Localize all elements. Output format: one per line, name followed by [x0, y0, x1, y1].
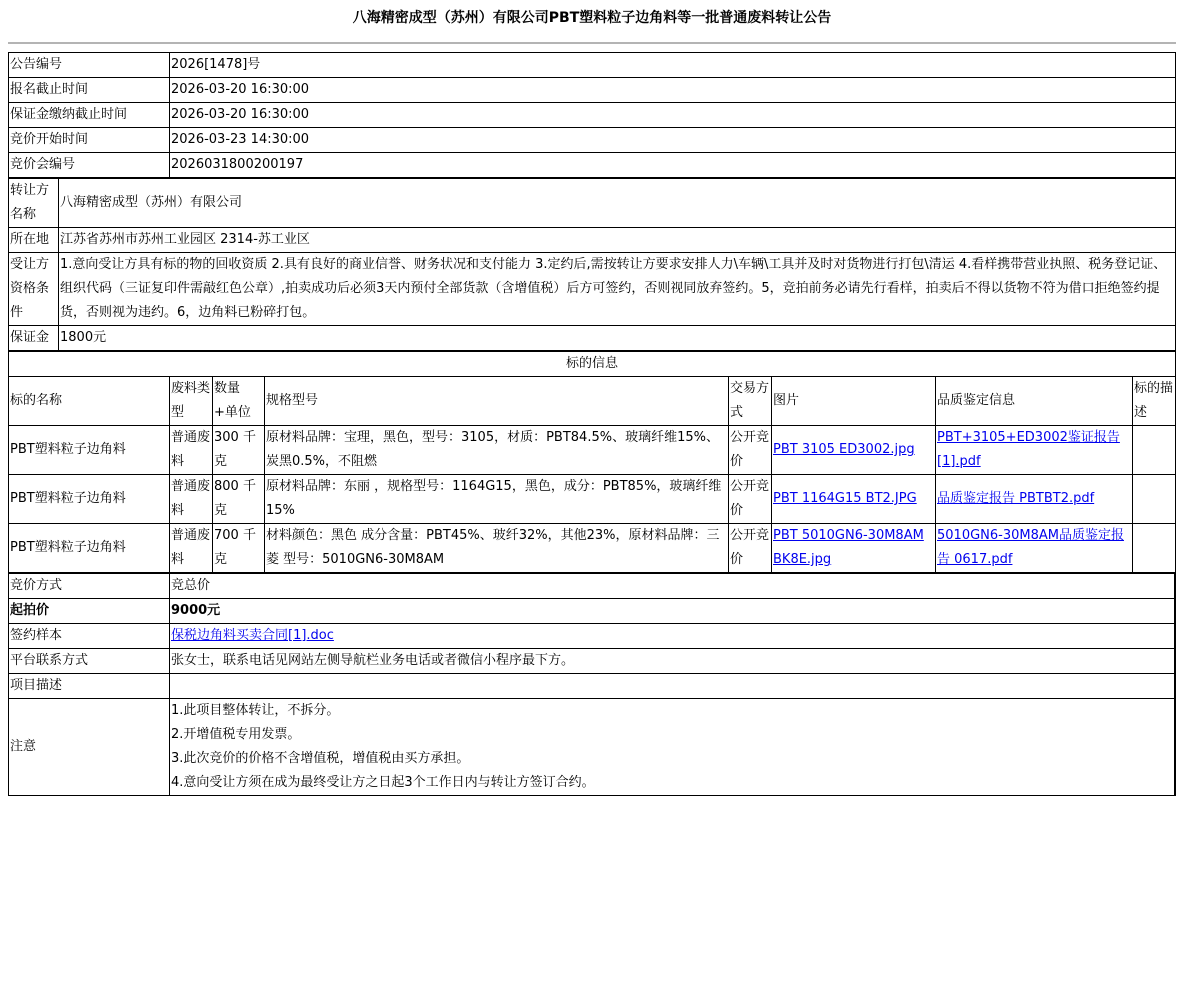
contact-row	[9, 649, 1176, 674]
info-label: 公告编号	[9, 53, 170, 78]
info-row-session-no	[9, 153, 1176, 179]
item-trade-method: 公开竞价	[729, 426, 772, 475]
table-row	[9, 426, 1176, 475]
start-price-value: 9000元	[170, 599, 1176, 624]
transferor-table	[8, 177, 1176, 351]
note-item: 4.意向受让方须在成为最终受让方之日起3个工作日内与转让方签订合约。	[171, 775, 595, 790]
item-quantity: 300 千克	[213, 426, 265, 475]
contract-sample-row	[9, 624, 1176, 649]
header-divider	[8, 42, 1176, 44]
table-row	[9, 524, 1176, 574]
header-image: 图片	[772, 377, 936, 426]
note-item: 3.此次竞价的价格不含增值税，增值税由买方承担。	[171, 751, 470, 766]
info-label: 报名截止时间	[9, 78, 170, 103]
item-type: 普通废料	[170, 524, 213, 574]
quality-report-link[interactable]: PBT+3105+ED3002鉴证报告[1].pdf	[937, 430, 1120, 469]
bidding-method-label: 竞价方式	[9, 574, 170, 599]
item-description	[1133, 524, 1176, 574]
item-image-cell	[772, 426, 936, 475]
location-row	[9, 228, 1176, 253]
contact-label: 平台联系方式	[9, 649, 170, 674]
item-description	[1133, 426, 1176, 475]
header-type: 废料类型	[170, 377, 213, 426]
notes-list	[170, 699, 1176, 796]
info-row-registration-deadline	[9, 78, 1176, 103]
info-value: 2026-03-23 14:30:00	[170, 128, 1176, 153]
qualification-text: 1.意向受让方具有标的物的回收资质 2.具有良好的商业信誉、财务状况和支付能力 3.定约后,需按转让方要求安排人力\车辆\工具并及时对货物进行打包\清运 4.看样携带营业执照、税务登记证、组织代码（三证复印件需敲红色公章）,拍卖成功后必须3天内预付全部货款（含增值税）后方可签约，否则视同放弃签约。5，竞拍前务必请先行看样，拍卖后不得以货物不符为借口拒绝签约提货，否则视为违约。6，边角料已粉碎打包。	[59, 253, 1176, 326]
info-label: 保证金缴纳截止时间	[9, 103, 170, 128]
item-quantity: 700 千克	[213, 524, 265, 574]
start-price-label: 起拍价	[9, 599, 170, 624]
image-link[interactable]: PBT 1164G15 BT2.JPG	[773, 491, 917, 506]
image-link[interactable]: PBT 5010GN6-30M8AM BK8E.jpg	[773, 528, 924, 567]
item-name: PBT塑料粒子边角料	[9, 426, 170, 475]
transferor-name-row	[9, 178, 1176, 228]
info-row-bidding-start	[9, 128, 1176, 153]
item-quality-cell	[936, 475, 1133, 524]
item-type: 普通废料	[170, 475, 213, 524]
info-row-deposit-deadline	[9, 103, 1176, 128]
header-trade-method: 交易方式	[729, 377, 772, 426]
qualification-label: 受让方资格条件	[9, 253, 59, 326]
info-value: 2026[1478]号	[170, 53, 1176, 78]
start-price-row	[9, 599, 1176, 624]
header-name: 标的名称	[9, 377, 170, 426]
note-item: 2.开增值税专用发票。	[171, 727, 301, 742]
info-label: 竞价开始时间	[9, 128, 170, 153]
page-title: 八海精密成型（苏州）有限公司PBT塑料粒子边角料等一批普通废料转让公告	[352, 10, 832, 26]
bidding-method-value: 竞总价	[170, 574, 1176, 599]
item-trade-method: 公开竞价	[729, 524, 772, 574]
items-header-row	[9, 377, 1176, 426]
items-section-title: 标的信息	[9, 351, 1176, 377]
project-desc-row	[9, 674, 1176, 699]
item-image-cell	[772, 475, 936, 524]
header-spec: 规格型号	[265, 377, 729, 426]
item-spec: 材料颜色：黑色 成分含量：PBT45%、玻纤32%，其他23%，原材料品牌：三菱 型号：5010GN6-30M8AM	[265, 524, 729, 574]
items-section-title-row	[9, 351, 1176, 377]
info-value: 2026031800200197	[170, 153, 1176, 179]
notes-label: 注意	[9, 699, 170, 796]
deposit-value: 1800元	[59, 326, 1176, 351]
info-value: 2026-03-20 16:30:00	[170, 103, 1176, 128]
item-spec: 原材料品牌：东丽 ，规格型号：1164G15，黑色，成分：PBT85%，玻璃纤维15%	[265, 475, 729, 524]
location-label: 所在地	[9, 228, 59, 253]
project-desc-value	[170, 674, 1176, 699]
bidding-method-row	[9, 574, 1176, 599]
item-description	[1133, 475, 1176, 524]
basic-info-table	[8, 52, 1176, 179]
header-description: 标的描述	[1133, 377, 1176, 426]
info-value: 2026-03-20 16:30:00	[170, 78, 1176, 103]
item-name: PBT塑料粒子边角料	[9, 524, 170, 574]
location-value: 江苏省苏州市苏州工业园区 2314-苏工业区	[59, 228, 1176, 253]
item-quality-cell	[936, 524, 1133, 574]
bidding-table	[8, 573, 1176, 796]
quality-report-link[interactable]: 5010GN6-30M8AM品质鉴定报告 0617.pdf	[937, 528, 1124, 567]
header-quality: 品质鉴定信息	[936, 377, 1133, 426]
item-quality-cell	[936, 426, 1133, 475]
transferor-name: 八海精密成型（苏州）有限公司	[59, 178, 1176, 228]
info-row-announcement-no	[9, 53, 1176, 78]
info-label: 竞价会编号	[9, 153, 170, 179]
note-item: 1.此项目整体转让，不拆分。	[171, 703, 340, 718]
contract-sample-link[interactable]: 保税边角料买卖合同[1].doc	[171, 628, 334, 643]
contract-sample-cell	[170, 624, 1176, 649]
item-quantity: 800 千克	[213, 475, 265, 524]
item-type: 普通废料	[170, 426, 213, 475]
header-quantity: 数量+单位	[213, 377, 265, 426]
contract-sample-label: 签约样本	[9, 624, 170, 649]
qualification-row	[9, 253, 1176, 326]
item-name: PBT塑料粒子边角料	[9, 475, 170, 524]
table-row	[9, 475, 1176, 524]
quality-report-link[interactable]: 品质鉴定报告 PBTBT2.pdf	[937, 491, 1095, 506]
deposit-label: 保证金	[9, 326, 59, 351]
project-desc-label: 项目描述	[9, 674, 170, 699]
contact-value: 张女士，联系电话见网站左侧导航栏业务电话或者微信小程序最下方。	[170, 649, 1176, 674]
image-link[interactable]: PBT 3105 ED3002.jpg	[773, 442, 915, 457]
deposit-row	[9, 326, 1176, 351]
transferor-name-label: 转让方名称	[9, 178, 59, 228]
item-image-cell	[772, 524, 936, 574]
notes-row	[9, 699, 1176, 796]
item-trade-method: 公开竞价	[729, 475, 772, 524]
items-table	[8, 350, 1176, 574]
item-spec: 原材料品牌：宝理，黑色，型号：3105，材质：PBT84.5%、玻璃纤维15%、炭黑0.5%，不阻燃	[265, 426, 729, 475]
